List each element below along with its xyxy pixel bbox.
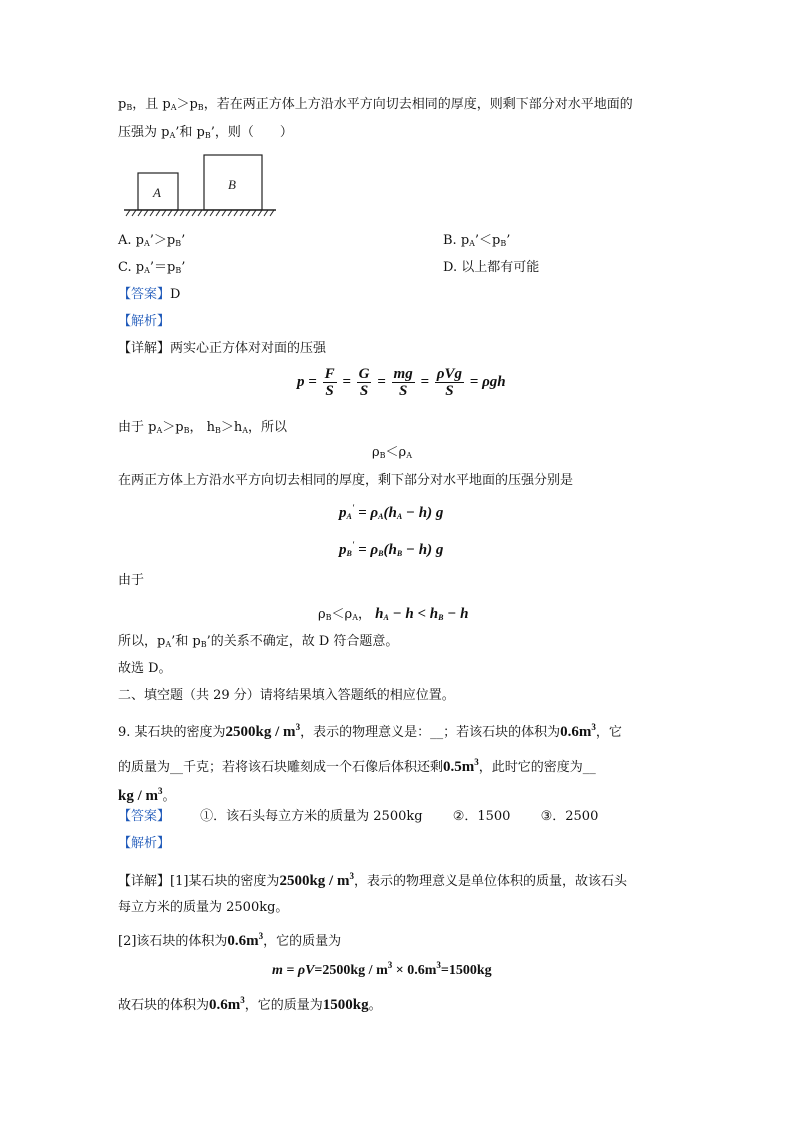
q8-detail: 【详解】两实心正方体对对面的压强 [118, 341, 327, 356]
blocks-figure [122, 152, 282, 218]
answer-tag: 【答案】 [118, 287, 171, 302]
q9-detail-line4: 故石块的体积为$0.6m^3$，它的质量为1500kg。 [118, 995, 382, 1013]
q8-stem-line2: 压强为 $p_A$’和 $p_B$’，则（ ） [118, 125, 293, 140]
cut-text: 在两正方体上方沿水平方向切去相同的厚度，剩下部分对水平地面的压强分别是 [118, 473, 574, 488]
q8-analysis-tag: 【解析】 [118, 314, 171, 329]
option-c: C. $p_A’=p_B$’ [118, 260, 186, 275]
q9-analysis-tag: 【解析】 [118, 836, 171, 851]
block-a-label: A [153, 185, 161, 200]
formula-pa: $p_A' = \rho_A(h_A - h)$ g [339, 503, 444, 521]
density-relation: $\rho_B<\rho_A$ [372, 445, 412, 460]
ground-hatch [126, 210, 274, 216]
q9-line2: 的质量为__千克；若将该石块雕刻成一个石像后体积还剩$0.5m^3$，此时它的密度为__ [118, 757, 596, 775]
option-d: D. 以上都有可能 [443, 260, 540, 275]
option-b: B. $p_A’<p_B$’ [443, 233, 511, 248]
q8-stem-line1: $p_B$，且 $p_A>p_B$，若在两正方体上方沿水平方向切去相同的厚度，则剩下部分对水平地面的 [118, 97, 633, 112]
section-2-heading: 二、填空题（共 29 分）请将结果填入答题纸的相应位置。 [118, 688, 455, 703]
pressure-formula: p = $\frac{F}{S}$ = $\frac{G}{S}$ = $\frac{mg}{S}$ = $\frac{\text{ρVg}}{S}$ = ρgh [297, 366, 506, 399]
choose-line: 故选 D。 [118, 661, 172, 676]
block-b-label: B [228, 177, 236, 192]
q9-line3: kg / $m^3$。 [118, 786, 176, 804]
inequality-line: $\rho_B<\rho_A$， $h_A - h < h_B - h$ [318, 606, 469, 622]
q8-answer: 【答案】D [118, 287, 181, 302]
since2: 由于 [118, 573, 145, 588]
so-line: 所以，$p_A$’和 $p_B$’的关系不确定，故 D 符合题意。 [118, 634, 399, 649]
formula-pb: $p_B' = \rho_B(h_B - h)$ g [339, 540, 444, 558]
q9-detail-line1: 【详解】[1]某石块的密度为$2500kg / m^3$，表示的物理意义是单位体积的质量，故该石头 [118, 871, 627, 889]
since-line: 由于 $p_A>p_B$， $h_B>h_A$，所以 [118, 420, 288, 435]
mass-formula: $m = \rho V=2500kg / m^3 \times 0.6m^3=1500kg$ [272, 960, 492, 978]
q9-detail-line3: [2]该石块的体积为$0.6m^3$，它的质量为 [118, 931, 342, 949]
option-a: A. $p_A’>p_B$’ [118, 233, 186, 248]
q9-line1: 9. 某石块的密度为$2500kg / m^3$，表示的物理意义是：__；若该石块的体积为$0.6m^3$，它 [118, 722, 622, 740]
q9-answer: 【答案】 ①．该石头每立方米的质量为 2500kg ②．1500 ③．2500 [118, 809, 599, 824]
q9-detail-line2: 每立方米的质量为 2500kg。 [118, 900, 289, 915]
